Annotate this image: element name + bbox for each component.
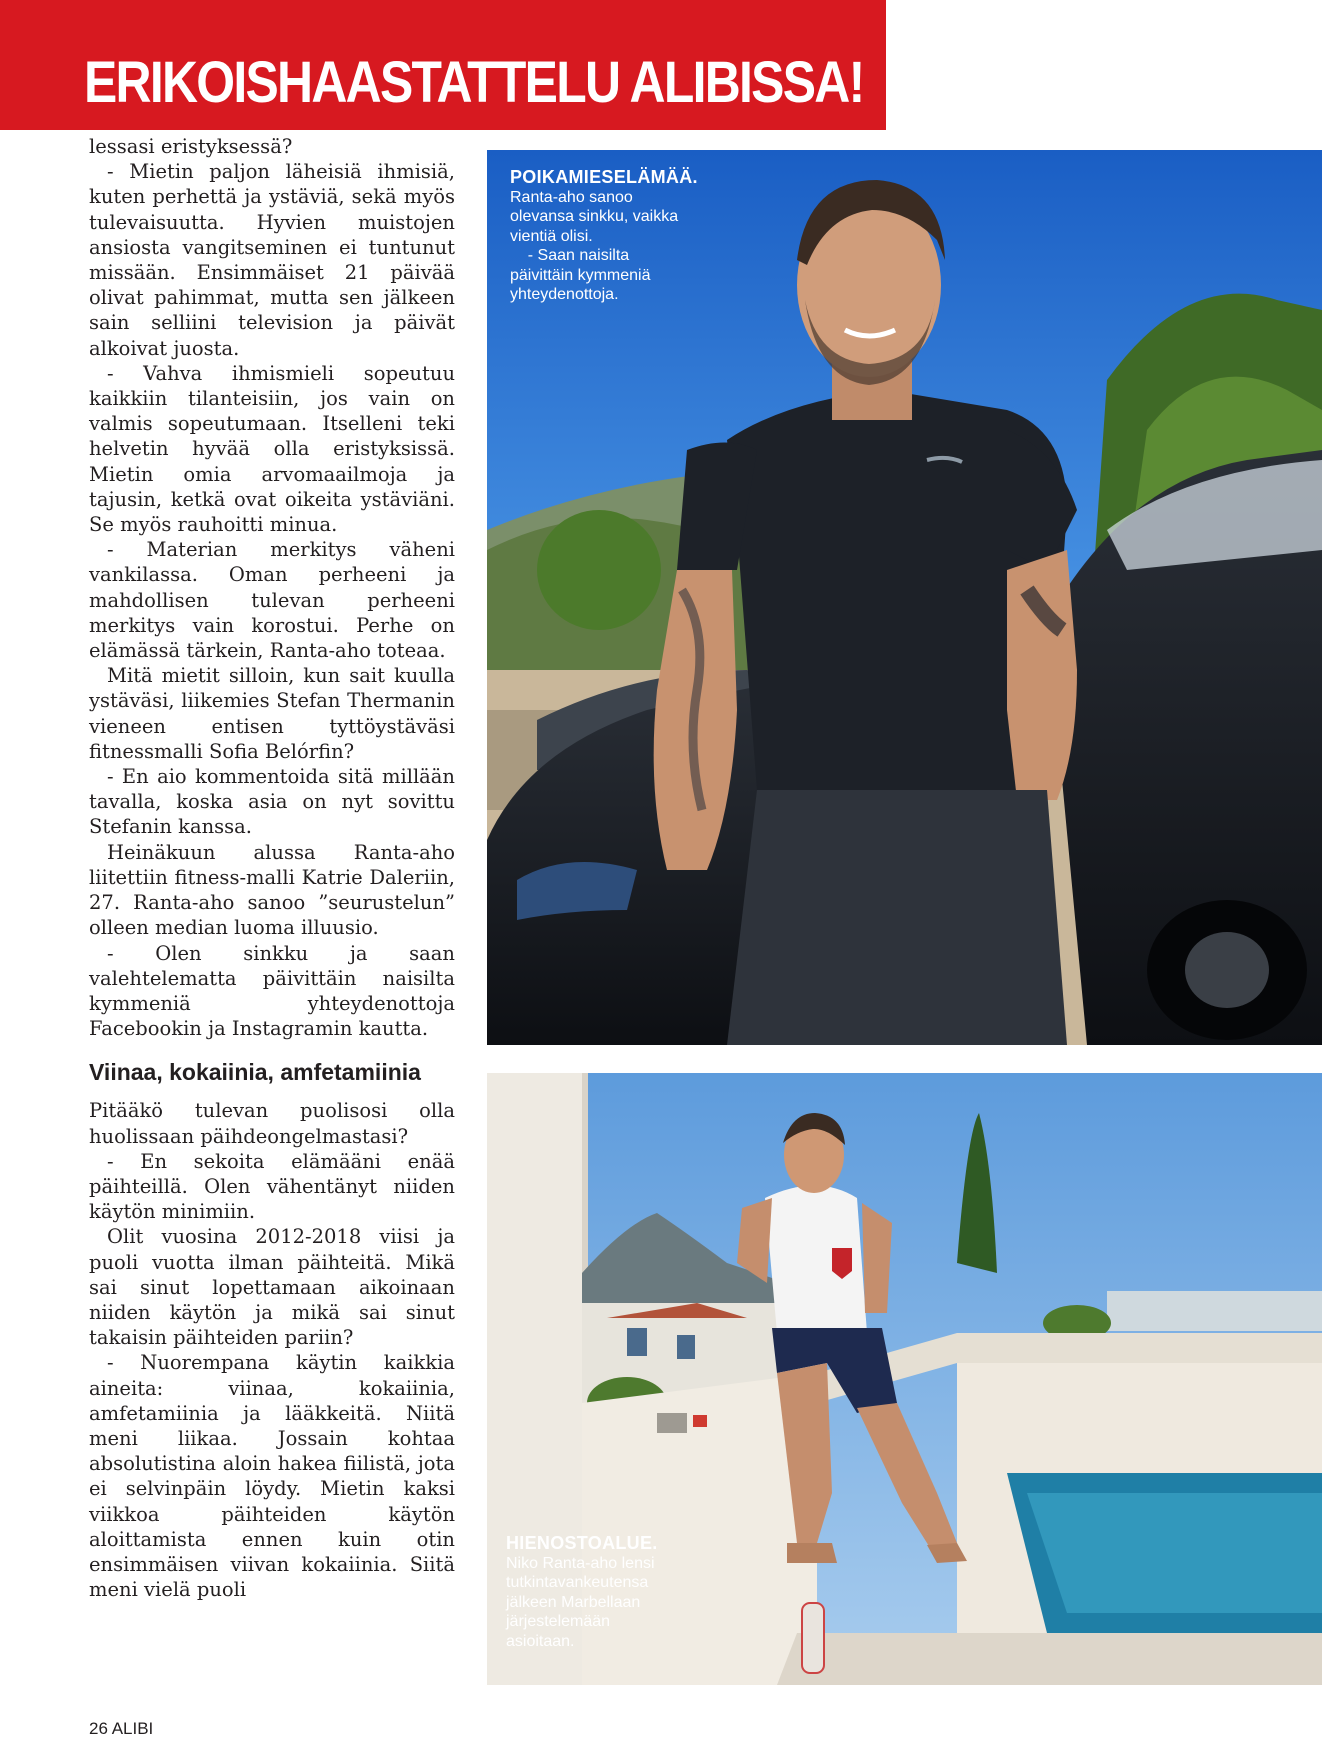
photo2-caption-line: järjestelemään	[506, 1613, 611, 1630]
article-paragraph: lessasi eristyksessä?	[89, 135, 293, 158]
article-paragraph: - Vahva ihmismieli sopeutuu kaikkiin tilanteisiin, jos vain on valmis sopeutumaan. Itselleni teki helvetin hyvää olla eristyksissä. Mietin omia arvomaailmoja ja tajusin, ketkä ovat oikeita ystäviäni. Se myös rauhoitti minua.	[89, 361, 455, 537]
header-banner	[0, 0, 886, 130]
article-paragraph: - En sekoita elämääni enää päihteillä. Olen vähentänyt niiden käytön minimiin.	[89, 1149, 455, 1224]
photo1-caption-line: - Saan naisilta	[510, 247, 630, 264]
article-paragraph: - Mietin paljon läheisiä ihmisiä, kuten perhettä ja ystäviä, sekä myös tulevaisuutta. Hyvien muistojen ansiosta vangitseminen ei tuntunut missään. Ensimmäiset 21 päivää olivat pahimmat, mutta sen jälkeen sain selliini television ja päivät alkoivat juosta.	[89, 160, 455, 360]
article-paragraph: Olit vuosina 2012-2018 viisi ja puoli vuotta ilman päihteitä. Mikä sai sinut lopettamaan aikoinaan niiden käytön ja mikä sai sinut takaisin päihteiden pariin?	[89, 1225, 455, 1350]
photo1-caption-line: Ranta-aho sanoo	[510, 188, 633, 206]
photo2-caption-title: HIENOSTOALUE.	[506, 1533, 658, 1553]
page-number: 26 ALIBI	[89, 1719, 154, 1738]
photo2-caption-line: Niko Ranta-aho lensi	[506, 1554, 655, 1572]
article-body-top	[89, 134, 455, 1041]
photo2-caption	[506, 1534, 746, 1651]
photo2-caption-line: jälkeen Marbellaan	[506, 1593, 641, 1611]
article-paragraph: - Nuorempana käytin kaikkia aineita: viinaa, kokaiinia, amfetamiinia ja lääkkeitä. Niitä meni liikaa. Jossain kohtaa absolutistina aloin hakea fiilistä, jota ei selvinpäin löydy. Mietin kaksi viikkoa päihteiden käytön aloittamista ennen kuin otin ensimmäisen viivan kokaiinia. Siitä meni vielä puoli	[89, 1351, 455, 1602]
article-paragraph: Mitä mietit silloin, kun sait kuulla ystäväsi, liikemies Stefan Thermanin vieneen entisen tyttöystäväsi fitnessmalli Sofia Belórfin?	[89, 664, 455, 763]
page-title: ERIKOISHAASTATTELU ALIBISSA!	[84, 50, 864, 115]
article-column	[89, 134, 455, 1602]
article-paragraph: Pitääkö tulevan puolisosi olla huolissaan päihdeongelmastasi?	[89, 1099, 455, 1148]
article-paragraph: Heinäkuun alussa Ranta-aho liitettiin fitness-malli Katrie Daleriin, 27. Ranta-aho sanoo ”seurustelun” olleen median luoma illuusio.	[89, 840, 455, 940]
photo2-caption-line: asioitaan.	[506, 1632, 575, 1650]
photo1-caption-line: yhteydenottoja.	[510, 286, 619, 303]
article-paragraph: - Olen sinkku ja saan valehtelematta päivittäin naisilta kymmeniä yhteydenottoja Facebookin ja Instagramin kautta.	[89, 941, 455, 1041]
article-paragraph: - Materian merkitys väheni vankilassa. Oman perheeni ja mahdollisen tulevan perheeni merkitys vain korostui. Perhe on elämässä tärkein, Ranta-aho toteaa.	[89, 538, 455, 663]
subheading: Viinaa, kokaiinia, amfetamiinia	[89, 1059, 421, 1086]
photo2-caption-line: tutkintavankeutensa	[506, 1574, 649, 1591]
photo1-caption-line: olevansa sinkku, vaikka	[510, 208, 679, 225]
photo1-caption-line: vientiä olisi.	[510, 227, 593, 245]
article-paragraph: - En aio kommentoida sitä millään tavalla, koska asia on nyt sovittu Stefanin kanssa.	[89, 765, 455, 839]
photo1-caption-title: POIKAMIESELÄMÄÄ.	[510, 167, 698, 187]
photo1-caption	[510, 168, 770, 305]
photo1-caption-line: päivittäin kymmeniä	[510, 266, 651, 284]
article-body-bottom	[89, 1098, 455, 1602]
